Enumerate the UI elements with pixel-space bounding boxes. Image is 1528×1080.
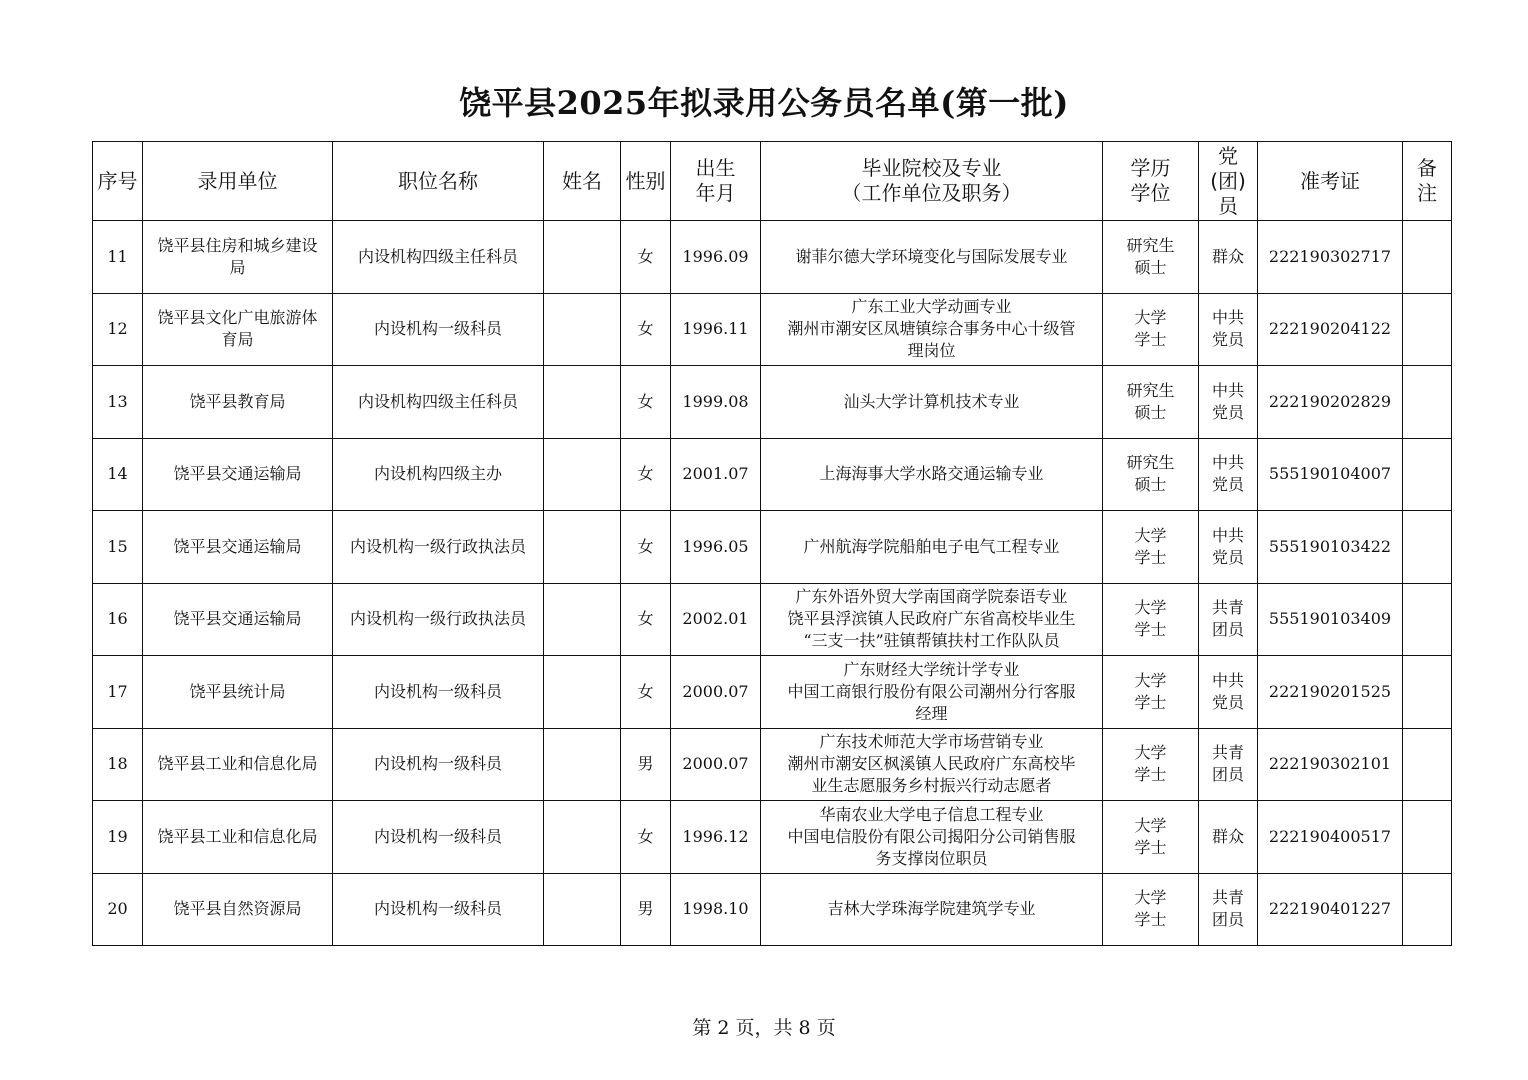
cell-name	[544, 583, 621, 656]
cell-remark	[1403, 293, 1452, 366]
header-remark	[1403, 142, 1452, 221]
cell-exam-id: 222190302101	[1258, 728, 1403, 801]
cell-school	[761, 511, 1103, 584]
cell-birth: 2000.07	[671, 656, 761, 729]
cell-birth: 1999.08	[671, 366, 761, 439]
cell-unit	[143, 656, 333, 729]
cell-line: 育局	[221, 330, 254, 350]
cell-unit	[143, 221, 333, 294]
table-row	[93, 366, 1452, 439]
cell-seq: 12	[93, 293, 143, 366]
header-position: 职位名称	[333, 142, 544, 221]
cell-line: 中共	[1211, 453, 1244, 473]
cell-seq: 15	[93, 511, 143, 584]
cell-line: 党员	[1211, 475, 1244, 495]
cell-unit	[143, 438, 333, 511]
cell-line: 广东财经大学统计学专业	[843, 659, 1020, 679]
cell-line: 硕士	[1134, 475, 1167, 495]
cell-line: 广东工业大学动画专业	[851, 297, 1012, 317]
header-remark-line: 备	[1417, 156, 1437, 180]
cell-line: 中国工商银行股份有限公司潮州分行客服	[787, 681, 1076, 701]
cell-party	[1199, 801, 1258, 874]
cell-unit	[143, 873, 333, 946]
cell-school	[761, 583, 1103, 656]
cell-school	[761, 221, 1103, 294]
cell-line: 饶平县交通运输局	[173, 464, 302, 484]
header-party	[1199, 142, 1258, 221]
cell-line: 中共	[1211, 525, 1244, 545]
cell-party	[1199, 583, 1258, 656]
cell-birth: 2000.07	[671, 728, 761, 801]
cell-line: 饶平县交通运输局	[173, 536, 302, 556]
cell-line: 研究生	[1126, 235, 1175, 255]
cell-position: 内设机构一级科员	[333, 801, 544, 874]
cell-education	[1103, 801, 1199, 874]
cell-line: 中共	[1211, 308, 1244, 328]
cell-position: 内设机构四级主任科员	[333, 221, 544, 294]
cell-line: 大学	[1134, 815, 1167, 835]
table-row	[93, 583, 1452, 656]
cell-line: 饶平县住房和城乡建设	[157, 235, 318, 255]
cell-line: 硕士	[1134, 257, 1167, 277]
cell-line: 局	[229, 257, 246, 277]
page-footer: 第 2 页，共 8 页	[692, 1017, 836, 1039]
header-unit: 录用单位	[143, 142, 333, 221]
cell-line: 饶平县工业和信息化局	[157, 826, 318, 846]
cell-line: 学士	[1134, 910, 1167, 930]
header-name: 姓名	[544, 142, 621, 221]
cell-remark	[1403, 583, 1452, 656]
cell-line: 饶平县文化广电旅游体	[157, 308, 318, 328]
cell-party	[1199, 293, 1258, 366]
cell-line: 学士	[1134, 547, 1167, 567]
cell-exam-id: 555190103409	[1258, 583, 1403, 656]
header-seq: 序号	[93, 142, 143, 221]
cell-line: 汕头大学计算机技术专业	[843, 391, 1020, 411]
cell-seq: 18	[93, 728, 143, 801]
cell-name	[544, 438, 621, 511]
cell-position: 内设机构四级主任科员	[333, 366, 544, 439]
cell-line: 中共	[1211, 380, 1244, 400]
cell-education	[1103, 221, 1199, 294]
cell-line: 潮州市潮安区凤塘镇综合事务中心十级管	[787, 319, 1076, 339]
cell-remark	[1403, 656, 1452, 729]
cell-birth: 2001.07	[671, 438, 761, 511]
cell-line: 中国电信股份有限公司揭阳分公司销售服	[787, 826, 1076, 846]
cell-line: 大学	[1134, 888, 1167, 908]
cell-line: 大学	[1134, 670, 1167, 690]
cell-exam-id: 222190202829	[1258, 366, 1403, 439]
cell-education	[1103, 293, 1199, 366]
table-row	[93, 293, 1452, 366]
cell-party	[1199, 511, 1258, 584]
cell-line: 谢菲尔德大学环境变化与国际发展专业	[795, 246, 1068, 266]
cell-line: 广东技术师范大学市场营销专业	[819, 732, 1044, 752]
cell-line: 饶平县浮滨镇人民政府广东省高校毕业生	[787, 609, 1076, 629]
cell-school	[761, 366, 1103, 439]
header-school-line: （工作单位及职务）	[841, 181, 1022, 205]
cell-remark	[1403, 873, 1452, 946]
header-birth	[671, 142, 761, 221]
cell-line: 党员	[1211, 692, 1244, 712]
cell-line: 广州航海学院船舶电子电气工程专业	[803, 536, 1060, 556]
cell-name	[544, 656, 621, 729]
cell-name	[544, 801, 621, 874]
cell-name	[544, 366, 621, 439]
page-title: 饶平县2025年拟录用公务员名单(第一批)	[459, 84, 1069, 122]
cell-line: 饶平县工业和信息化局	[157, 754, 318, 774]
cell-unit	[143, 293, 333, 366]
cell-line: 大学	[1134, 525, 1167, 545]
cell-exam-id: 222190204122	[1258, 293, 1403, 366]
cell-line: 务支撑岗位职员	[875, 848, 988, 868]
header-party-line: (团)	[1210, 168, 1246, 193]
cell-school	[761, 801, 1103, 874]
cell-education	[1103, 583, 1199, 656]
cell-line: 研究生	[1126, 380, 1175, 400]
cell-seq: 17	[93, 656, 143, 729]
cell-exam-id: 222190400517	[1258, 801, 1403, 874]
table-row	[93, 656, 1452, 729]
header-gender: 性别	[621, 142, 671, 221]
cell-line: 大学	[1134, 743, 1167, 763]
cell-birth: 1996.09	[671, 221, 761, 294]
cell-school	[761, 873, 1103, 946]
cell-birth: 1996.12	[671, 801, 761, 874]
cell-line: 共青	[1211, 598, 1244, 618]
cell-line: 上海海事大学水路交通运输专业	[819, 464, 1044, 484]
cell-name	[544, 728, 621, 801]
cell-unit	[143, 801, 333, 874]
cell-birth: 2002.01	[671, 583, 761, 656]
header-school-line: 毕业院校及专业	[861, 156, 1002, 180]
cell-school	[761, 293, 1103, 366]
cell-remark	[1403, 366, 1452, 439]
cell-position: 内设机构一级科员	[333, 293, 544, 366]
cell-school	[761, 438, 1103, 511]
cell-line: “三支一扶”驻镇帮镇扶村工作队队员	[803, 631, 1060, 651]
cell-line: 团员	[1211, 620, 1244, 640]
cell-line: 中共	[1211, 670, 1244, 690]
cell-exam-id: 555190104007	[1258, 438, 1403, 511]
cell-seq: 19	[93, 801, 143, 874]
header-education-line: 学历	[1130, 156, 1171, 180]
cell-exam-id: 222190401227	[1258, 873, 1403, 946]
cell-exam-id: 222190201525	[1258, 656, 1403, 729]
cell-line: 硕士	[1134, 402, 1167, 422]
cell-line: 华南农业大学电子信息工程专业	[819, 804, 1044, 824]
cell-remark	[1403, 801, 1452, 874]
cell-position: 内设机构一级科员	[333, 873, 544, 946]
cell-birth: 1998.10	[671, 873, 761, 946]
cell-line: 学士	[1134, 837, 1167, 857]
cell-position: 内设机构一级科员	[333, 728, 544, 801]
cell-name	[544, 221, 621, 294]
header-birth-line: 年月	[695, 181, 736, 205]
cell-line: 饶平县统计局	[189, 681, 286, 701]
cell-line: 吉林大学珠海学院建筑学专业	[827, 899, 1036, 919]
cell-line: 饶平县自然资源局	[173, 899, 302, 919]
header-exam-id: 准考证	[1258, 142, 1403, 221]
cell-position: 内设机构四级主办	[333, 438, 544, 511]
cell-party	[1199, 873, 1258, 946]
cell-line: 理岗位	[907, 341, 956, 361]
cell-line: 群众	[1211, 246, 1244, 266]
cell-gender: 女	[621, 583, 671, 656]
cell-party	[1199, 438, 1258, 511]
header-school	[761, 142, 1103, 221]
cell-exam-id: 555190103422	[1258, 511, 1403, 584]
cell-unit	[143, 366, 333, 439]
cell-line: 潮州市潮安区枫溪镇人民政府广东高校毕	[787, 754, 1076, 774]
table-row	[93, 438, 1452, 511]
cell-line: 党员	[1211, 402, 1244, 422]
cell-unit	[143, 511, 333, 584]
cell-birth: 1996.05	[671, 511, 761, 584]
cell-line: 学士	[1134, 765, 1167, 785]
table-body	[93, 221, 1452, 946]
cell-position: 内设机构一级科员	[333, 656, 544, 729]
cell-gender: 女	[621, 801, 671, 874]
cell-seq: 14	[93, 438, 143, 511]
cell-gender: 女	[621, 656, 671, 729]
cell-gender: 女	[621, 293, 671, 366]
table-row	[93, 511, 1452, 584]
cell-position: 内设机构一级行政执法员	[333, 511, 544, 584]
cell-remark	[1403, 438, 1452, 511]
header-party-line: 党	[1218, 143, 1238, 168]
cell-unit	[143, 728, 333, 801]
cell-party	[1199, 221, 1258, 294]
table-row	[93, 801, 1452, 874]
cell-education	[1103, 656, 1199, 729]
cell-gender: 男	[621, 728, 671, 801]
cell-line: 学士	[1134, 692, 1167, 712]
cell-exam-id: 222190302717	[1258, 221, 1403, 294]
header-birth-line: 出生	[695, 156, 736, 180]
cell-gender: 男	[621, 873, 671, 946]
cell-line: 团员	[1211, 910, 1244, 930]
cell-gender: 女	[621, 366, 671, 439]
header-education	[1103, 142, 1199, 221]
cell-party	[1199, 728, 1258, 801]
cell-gender: 女	[621, 221, 671, 294]
cell-line: 大学	[1134, 308, 1167, 328]
cell-gender: 女	[621, 438, 671, 511]
cell-education	[1103, 438, 1199, 511]
cell-line: 业生志愿服务乡村振兴行动志愿者	[811, 776, 1052, 796]
cell-line: 饶平县交通运输局	[173, 609, 302, 629]
cell-name	[544, 511, 621, 584]
cell-unit	[143, 583, 333, 656]
cell-line: 学士	[1134, 620, 1167, 640]
cell-name	[544, 293, 621, 366]
cell-position: 内设机构一级行政执法员	[333, 583, 544, 656]
cell-line: 共青	[1211, 743, 1244, 763]
header-remark-line: 注	[1417, 181, 1437, 205]
cell-name	[544, 873, 621, 946]
cell-party	[1199, 366, 1258, 439]
cell-seq: 13	[93, 366, 143, 439]
cell-seq: 11	[93, 221, 143, 294]
roster-table	[92, 141, 1452, 946]
cell-party	[1199, 656, 1258, 729]
cell-remark	[1403, 221, 1452, 294]
table-row	[93, 873, 1452, 946]
header-party-line: 员	[1218, 193, 1238, 218]
cell-gender: 女	[621, 511, 671, 584]
cell-line: 群众	[1211, 826, 1244, 846]
header-education-line: 学位	[1130, 181, 1171, 205]
cell-school	[761, 656, 1103, 729]
cell-line: 广东外语外贸大学南国商学院泰语专业	[795, 587, 1068, 607]
cell-education	[1103, 873, 1199, 946]
cell-education	[1103, 366, 1199, 439]
cell-education	[1103, 511, 1199, 584]
cell-line: 共青	[1211, 888, 1244, 908]
cell-birth: 1996.11	[671, 293, 761, 366]
cell-seq: 16	[93, 583, 143, 656]
cell-line: 学士	[1134, 330, 1167, 350]
cell-line: 党员	[1211, 547, 1244, 567]
cell-line: 大学	[1134, 598, 1167, 618]
header-row	[93, 142, 1452, 221]
table-row	[93, 221, 1452, 294]
cell-remark	[1403, 511, 1452, 584]
table-row	[93, 728, 1452, 801]
cell-education	[1103, 728, 1199, 801]
cell-seq: 20	[93, 873, 143, 946]
cell-line: 党员	[1211, 330, 1244, 350]
cell-school	[761, 728, 1103, 801]
cell-line: 经理	[915, 703, 948, 723]
cell-line: 团员	[1211, 765, 1244, 785]
cell-remark	[1403, 728, 1452, 801]
cell-line: 研究生	[1126, 453, 1175, 473]
cell-line: 饶平县教育局	[189, 391, 286, 411]
